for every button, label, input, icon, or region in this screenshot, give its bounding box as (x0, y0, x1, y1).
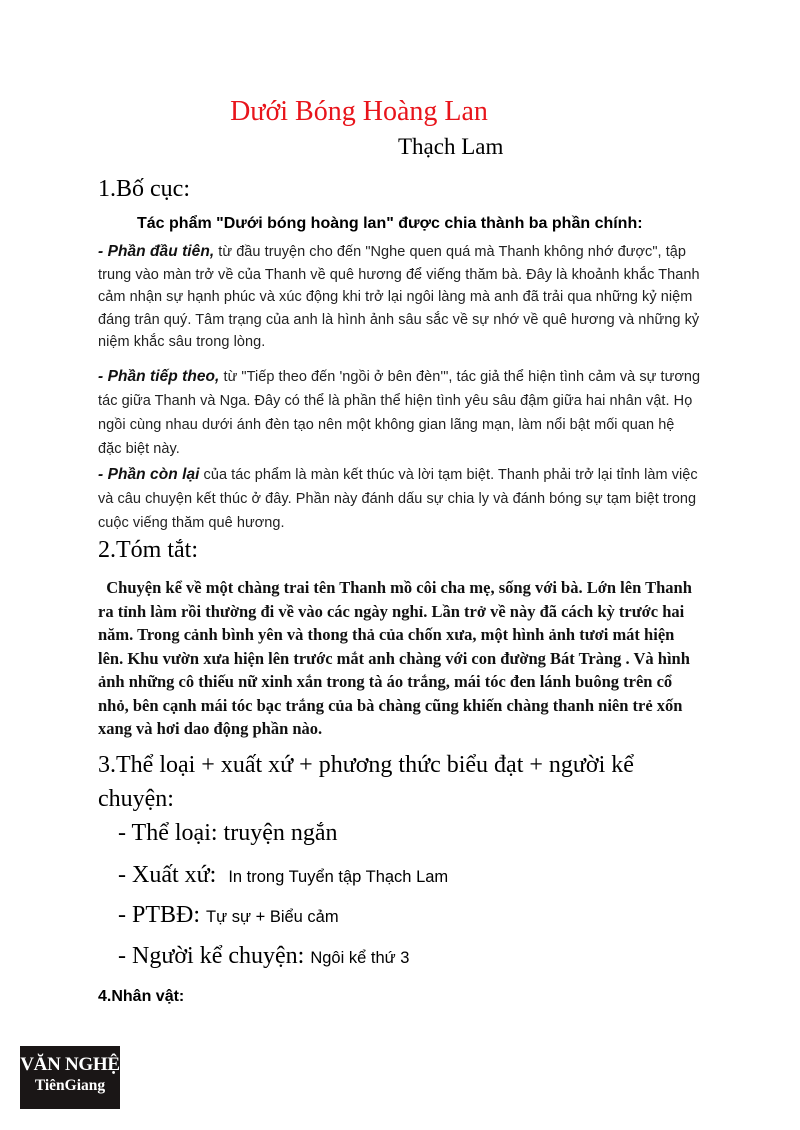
logo-line-2: TiênGiang (34, 1077, 106, 1094)
document-title: Dưới Bóng Hoàng Lan (230, 96, 488, 127)
mode-label: - PTBĐ: (118, 902, 201, 928)
origin-value: In trong Tuyển tập Thạch Lam (228, 868, 449, 886)
part-1-text: từ đầu truyện cho đến "Nghe quen quá mà Thanh không nhớ được", tập trung vào màn trở về của Thanh về quê hương để viếng thăm bà. Đây là khoảnh khắc Thanh cảm nhận sự hạnh phúc và xúc động khi trở lại ngôi làng mà anh đã trải qua những kỷ niệm đáng trân quý. Tâm trạng của anh là hình ảnh sâu sắc về sự nhớ về quê hương và những kỷ niệm khắc sâu trong lòng. (98, 244, 700, 350)
origin-item (118, 862, 448, 889)
author-name: Thạch Lam (398, 134, 504, 159)
narrator-item (118, 943, 409, 970)
genre-label: - Thể loại: truyện ngắn (118, 820, 338, 846)
summary-text: Chuyện kể về một chàng trai tên Thanh mồ côi cha mẹ, sống với bà. Lớn lên Thanh ra tỉnh làm rồi thường đi về vào các ngày nghỉ. Lần trở về này đã cách kỳ trước hai năm. Trong cảnh bình yên và thong thả của chốn xưa, một hình ảnh tươi mát hiện lên. Khu vườn xưa hiện lên trước mắt anh chàng với con đường Bát Tràng . Và hình ảnh những cô thiếu nữ xinh xắn trong tà áo trắng, mái tóc đen lánh buông trên cổ nhỏ, bên cạnh mái tóc bạc trắng của bà chàng cũng khiến chàng thanh niên trẻ xốn xang và hơi dao động phần nào. (98, 578, 692, 738)
genre-item (118, 820, 338, 847)
part-3-label: - Phần còn lại (98, 466, 200, 483)
section-heading-genre: 3.Thể loại + xuất xứ + phương thức biểu đạt + người kể chuyện: (98, 752, 634, 812)
mode-item (118, 902, 339, 929)
structure-part-3 (98, 463, 702, 535)
structure-intro: Tác phẩm "Dưới bóng hoàng lan" được chia thành ba phần chính: (137, 215, 643, 232)
part-3-text: của tác phẩm là màn kết thúc và lời tạm biệt. Thanh phải trở lại tỉnh làm việc và câu chuyện kết thúc ở đây. Phần này đánh dấu sự chia ly và đánh bóng sự tạm biệt trong cuộc viếng thăm quê hương. (98, 467, 698, 531)
section-heading-structure: 1.Bố cục: (98, 176, 190, 202)
mode-value: Tự sự + Biểu cảm (206, 908, 339, 926)
structure-part-2 (98, 365, 702, 461)
part-2-label: - Phần tiếp theo, (98, 368, 220, 385)
narrator-value: Ngôi kể thứ 3 (310, 949, 410, 967)
logo-line-1: VĂN NGHỆ (20, 1054, 120, 1075)
section-heading-summary: 2.Tóm tắt: (98, 537, 198, 563)
narrator-label: - Người kể chuyện: (118, 943, 305, 969)
part-1-label: - Phần đầu tiên, (98, 243, 215, 260)
part-2-text: từ "Tiếp theo đến 'ngồi ở bên đèn'", tác giả thể hiện tình cảm và sự tương tác giữa Thanh và Nga. Đây có thể là phần thể hiện tình yêu sâu đậm giữa hai nhân vật. Họ ngồi cùng nhau dưới ánh đèn tạo nên một không gian lãng mạn, làm nổi bật mối quan hệ đặc biệt này. (98, 369, 701, 457)
summary-paragraph (98, 576, 698, 741)
structure-part-1 (98, 241, 702, 354)
section-heading-characters: 4.Nhân vật: (98, 988, 185, 1005)
origin-label: - Xuất xứ: (118, 862, 217, 888)
publisher-logo (20, 1046, 120, 1109)
